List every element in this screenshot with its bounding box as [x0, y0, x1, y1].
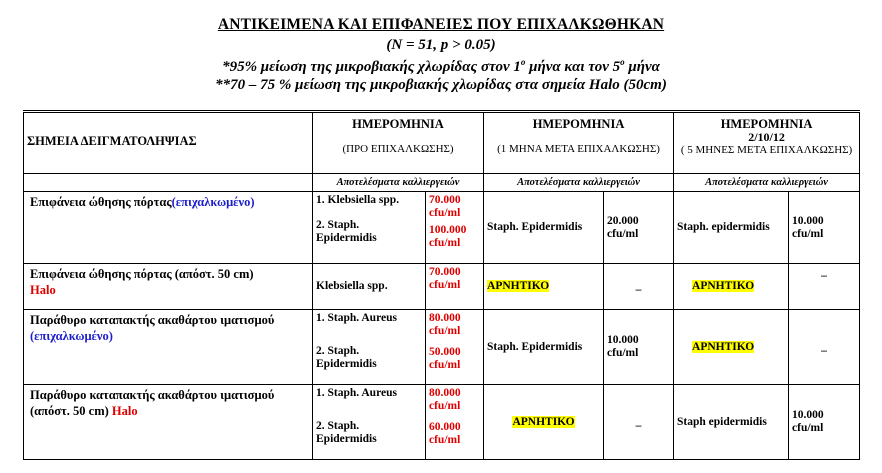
sample-point: Παράθυρο καταπακτής ακαθάρτου ιματισμού (απόστ. 50 cm) Halo [24, 385, 313, 460]
table-row [24, 264, 860, 310]
culture-5-months: Staph epidermidis [674, 385, 789, 460]
value-before: 80.000 cfu/ml 60.000 cfu/ml [426, 385, 484, 460]
value-5-months: 10.000 cfu/ml [789, 385, 860, 460]
note-halo: **70 – 75 % μείωση της μικροβιακής χλωρίδας στα σημεία Halo (50cm) [215, 77, 667, 93]
table-row [24, 310, 860, 385]
value-5-months: _ [789, 264, 860, 310]
header-row [24, 112, 860, 174]
negative-highlight: ΑΡΝΗΤΙΚΟ [692, 340, 755, 353]
table-row [24, 385, 860, 460]
value-1-month: 20.000 cfu/ml [604, 192, 674, 264]
value-1-month: _ [604, 385, 674, 460]
column-header-1-month: ΗΜΕΡΟΜΗΝΙΑ (1 ΜΗΝΑ ΜΕΤΑ ΕΠΙΧΑΛΚΩΣΗΣ) [484, 112, 674, 174]
value-before: 70.000 cfu/ml [426, 264, 484, 310]
culture-1-month [484, 264, 604, 310]
culture-1-month: Staph. Epidermidis [484, 192, 604, 264]
results-label: Αποτελέσματα καλλιεργειών [484, 174, 674, 192]
value-5-months: 10.000 cfu/ml [789, 192, 860, 264]
culture-5-months [674, 264, 789, 310]
sample-column-header: ΣΗΜΕΙΑ ΔΕΙΓΜΑΤΟΛΗΨΙΑΣ [24, 112, 313, 174]
culture-before: Klebsiella spp. [313, 264, 426, 310]
negative-highlight: ΑΡΝΗΤΙΚΟ [487, 280, 550, 292]
sample-point: Παράθυρο καταπακτής ακαθάρτου ιματισμού (επιχαλκωμένο) [24, 310, 313, 385]
value-5-months: _ [789, 310, 860, 385]
culture-before: 1. Staph. Aureus 2. Staph. Epidermidis [313, 385, 426, 460]
culture-5-months [674, 310, 789, 385]
note-95-percent: *95% μείωση της μικροβιακής χλωρίδας στον $1^o$ μήνα και τον $5^o$ μήνα [222, 57, 660, 75]
culture-before: 1. Klebsiella spp. 2. Staph. Epidermidis [313, 192, 426, 264]
value-1-month: 10.000 cfu/ml [604, 310, 674, 385]
results-label: Αποτελέσματα καλλιεργειών [674, 174, 860, 192]
negative-highlight: ΑΡΝΗΤΙΚΟ [512, 415, 575, 428]
negative-highlight: ΑΡΝΗΤΙΚΟ [692, 280, 755, 292]
results-label-row [24, 174, 860, 192]
document-subtitle: (N = 51, p > 0.05) [386, 37, 496, 53]
culture-1-month [484, 385, 604, 460]
value-before: 70.000 cfu/ml 100.000 cfu/ml [426, 192, 484, 264]
sample-point: Επιφάνεια ώθησης πόρτας (απόστ. 50 cm) Halo [24, 264, 313, 310]
value-1-month: _ [604, 264, 674, 310]
column-header-5-months: ΗΜΕΡΟΜΗΝΙΑ 2/10/12 ( 5 ΜΗΝΕΣ ΜΕΤΑ ΕΠΙΧΑΛΚΩΣΗΣ) [674, 112, 860, 174]
sample-point: Επιφάνεια ώθησης πόρτας(επιχαλκωμένο) [24, 192, 313, 264]
value-before: 80.000 cfu/ml 50.000 cfu/ml [426, 310, 484, 385]
table-row [24, 192, 860, 264]
culture-1-month: Staph. Epidermidis [484, 310, 604, 385]
results-label: Αποτελέσματα καλλιεργειών [313, 174, 484, 192]
document-title: ΑΝΤΙΚΕΙΜΕΝΑ ΚΑΙ ΕΠΙΦΑΝΕΙΕΣ ΠΟΥ ΕΠΙΧΑΛΚΩΘΗΚΑΝ [217, 16, 665, 33]
results-table [23, 110, 860, 460]
culture-before: 1. Staph. Aureus 2. Staph. Epidermidis [313, 310, 426, 385]
column-header-before: ΗΜΕΡΟΜΗΝΙΑ (ΠΡΟ ΕΠΙΧΑΛΚΩΣΗΣ) [313, 112, 484, 174]
culture-5-months: Staph. epidermidis [674, 192, 789, 264]
